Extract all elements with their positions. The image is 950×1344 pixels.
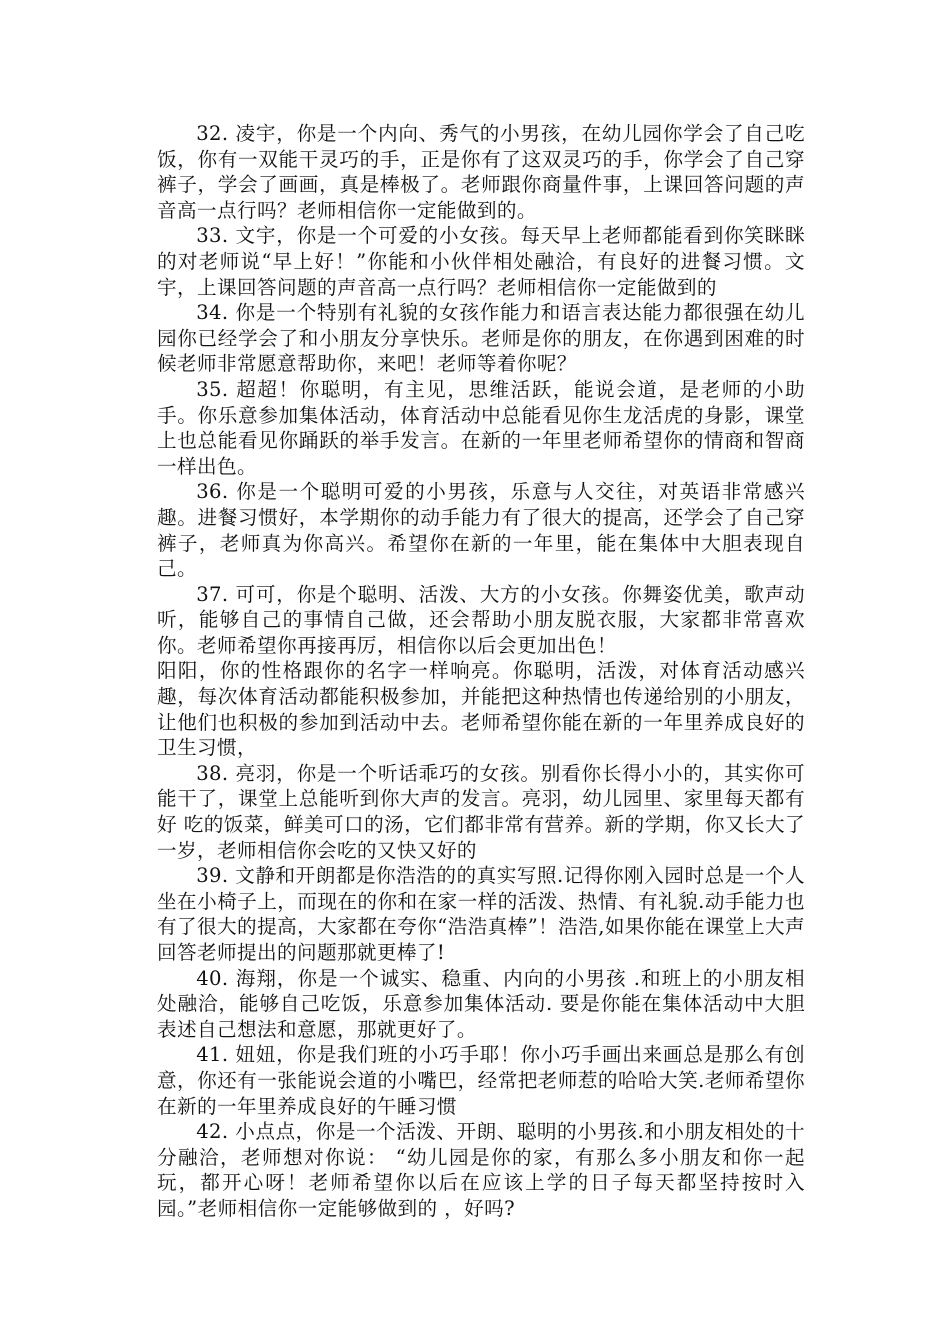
paragraph-34: 34. 你是一个特别有礼貌的女孩作能力和语言表达能力都很强在幼儿园你已经学会了和小朋友分享快乐。老师是你的朋友，在你遇到困难的时候老师非常愿意帮助你，来吧！老师等着你呢？ — [157, 301, 805, 376]
paragraph-42: 42. 小点点，你是一个活泼、开朗、聪明的小男孩.和小朋友相处的十分融洽，老师想对你说： “幼儿园是你的家，有那么多小朋友和你一起玩，都开心呀！老师希望你以后在应该上学的日子每天都坚持按时入园。”老师相信你一定能够做到的 ，好吗? — [157, 1120, 805, 1220]
paragraph-36: 36. 你是一个聪明可爱的小男孩，乐意与人交往，对英语非常感兴趣。进餐习惯好，本学期你的动手能力有了很大的提高，还学会了自己穿裤子，老师真为你高兴。希望你在新的一年里，能在集体中大胆表现自己。 — [157, 480, 805, 581]
document-page — [157, 121, 805, 1222]
paragraph-37: 37. 可可，你是个聪明、活泼、大方的小女孩。你舞姿优美，歌声动听，能够自己的事情自己做，还会帮助小朋友脱衣服，大家都非常喜欢你。老师希望你再接再厉，相信你以后会更加出色！ — [157, 582, 805, 657]
paragraph-38: 38. 亮羽，你是一个听话乖巧的女孩。别看你长得小小的，其实你可能干了，课堂上总能听到你大声的发言。亮羽，幼儿园里、家里每天都有好 吃的饭菜，鲜美可口的汤，它们都非常有营养。新的学期，你又长大了一岁，老师相信你会吃的又快又好的 — [157, 761, 805, 862]
paragraph-41: 41. 妞妞，你是我们班的小巧手耶！你小巧手画出来画总是那么有创意，你还有一张能说会道的小嘴巴，经常把老师惹的哈哈大笑.老师希望你在新的一年里养成良好的午睡习惯 — [157, 1043, 805, 1118]
paragraph-32: 32. 凌宇，你是一个内向、秀气的小男孩，在幼儿园你学会了自己吃饭，你有一双能干灵巧的手，正是你有了这双灵巧的手，你学会了自己穿裤子，学会了画画，真是棒极了。老师跟你商量件事，上课回答问题的声音高一点行吗？老师相信你一定能做到的。 — [157, 122, 805, 222]
paragraph-33: 33. 文宇，你是一个可爱的小女孩。每天早上老师都能看到你笑眯眯的对老师说“早上好！”你能和小伙伴相处融洽，有良好的进餐习惯。文宇，上课回答问题的声音高一点行吗？老师相信你一定能做到的 — [157, 224, 805, 299]
paragraph-35: 35. 超超！你聪明，有主见，思维活跃，能说会道，是老师的小助手。你乐意参加集体活动，体育活动中总能看见你生龙活虎的身影，课堂上也总能看见你踊跃的举手发言。在新的一年里老师希望你的情商和智商一样出色。 — [157, 377, 805, 478]
paragraph-40: 40. 海翔，你是一个诚实、稳重、内向的小男孩 .和班上的小朋友相处融洽，能够自己吃饭，乐意参加集体活动. 要是你能在集体活动中大胆表述自己想法和意愿，那就更好了。 — [157, 966, 805, 1041]
paragraph-39: 39. 文静和开朗都是你浩浩的的真实写照.记得你刚入园时总是一个人坐在小椅子上，而现在的你和在家一样的活泼、热情、有礼貌.动手能力也有了很大的提高，大家都在夸你“浩浩真棒”！浩浩,如果你能在课堂上大声回答老师提出的问题那就更棒了! — [157, 864, 805, 964]
paragraph-yangyang: 阳阳，你的性格跟你的名字一样响亮。你聪明，活泼，对体育活动感兴趣，每次体育活动都能积极参加，并能把这种热情也传递给别的小朋友，让他们也积极的参加到活动中去。老师希望你能在新的一年里养成良好的卫生习惯， — [157, 659, 805, 760]
